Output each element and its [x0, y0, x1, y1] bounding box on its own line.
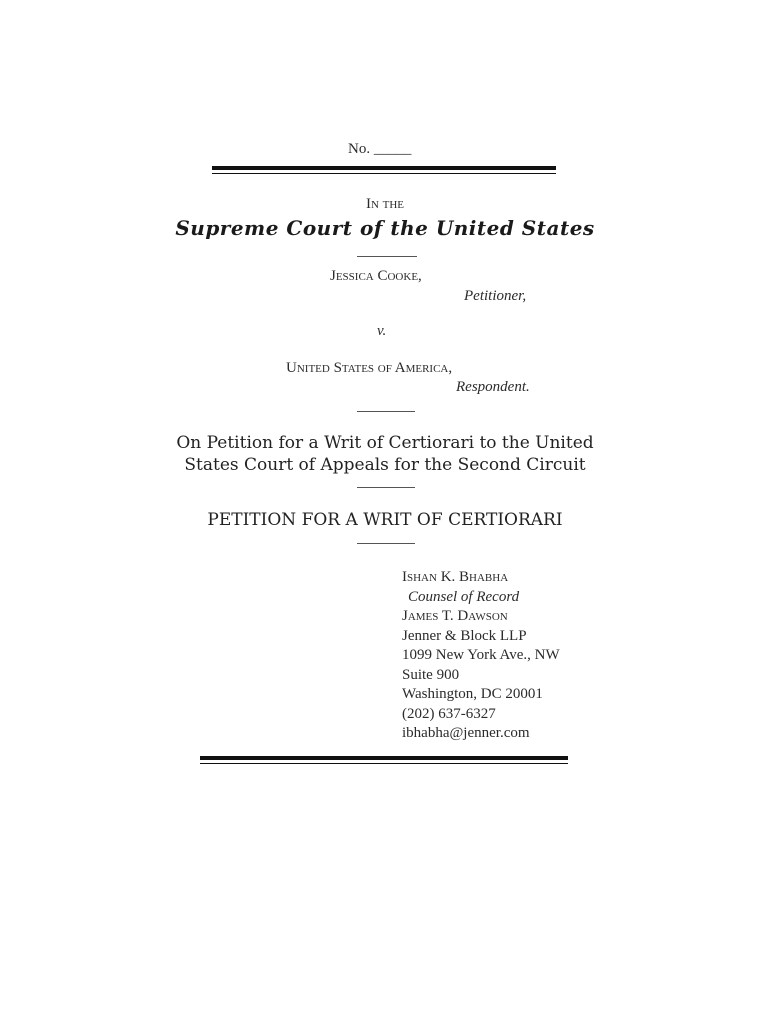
phone-number: (202) 637-6327	[402, 705, 496, 722]
counsel-name-2: James T. Dawson	[402, 608, 508, 624]
address-line-1: 1099 New York Ave., NW	[402, 647, 560, 663]
docket-number: No. _____	[348, 141, 412, 157]
respondent-role: Respondent.	[456, 379, 530, 395]
law-firm: Jenner & Block LLP	[402, 627, 527, 644]
petition-description-line1: On Petition for a Writ of Certiorari to the United	[176, 433, 594, 453]
in-the-heading: In the	[365, 196, 405, 212]
counsel-of-record: Counsel of Record	[408, 588, 520, 605]
bottom-rule-thin	[200, 763, 568, 764]
court-name: Supreme Court of the United States	[175, 216, 595, 240]
separator-rule-2	[357, 411, 415, 412]
separator-rule-4	[357, 543, 415, 544]
versus: v.	[377, 323, 387, 339]
address-line-2: Suite 900	[402, 666, 460, 683]
address-city: Washington, DC 20001	[402, 686, 543, 702]
separator-rule-1	[357, 256, 417, 257]
petitioner-name: Jessica Cooke,	[330, 268, 422, 284]
top-rule-thin	[212, 173, 556, 174]
counsel-name-1: Ishan K. Bhabha	[402, 569, 509, 585]
separator-rule-3	[357, 487, 415, 488]
petition-description-line2: States Court of Appeals for the Second Circuit	[184, 455, 586, 475]
document-title: PETITION FOR A WRIT OF CERTIORARI	[207, 510, 563, 530]
petitioner-role: Petitioner,	[464, 288, 527, 304]
respondent-name: United States of America,	[286, 360, 453, 376]
counsel-block	[402, 568, 560, 744]
bottom-rule-thick	[200, 756, 568, 760]
email-address: ibhabha@jenner.com	[402, 725, 530, 741]
top-rule-thick	[212, 166, 556, 170]
